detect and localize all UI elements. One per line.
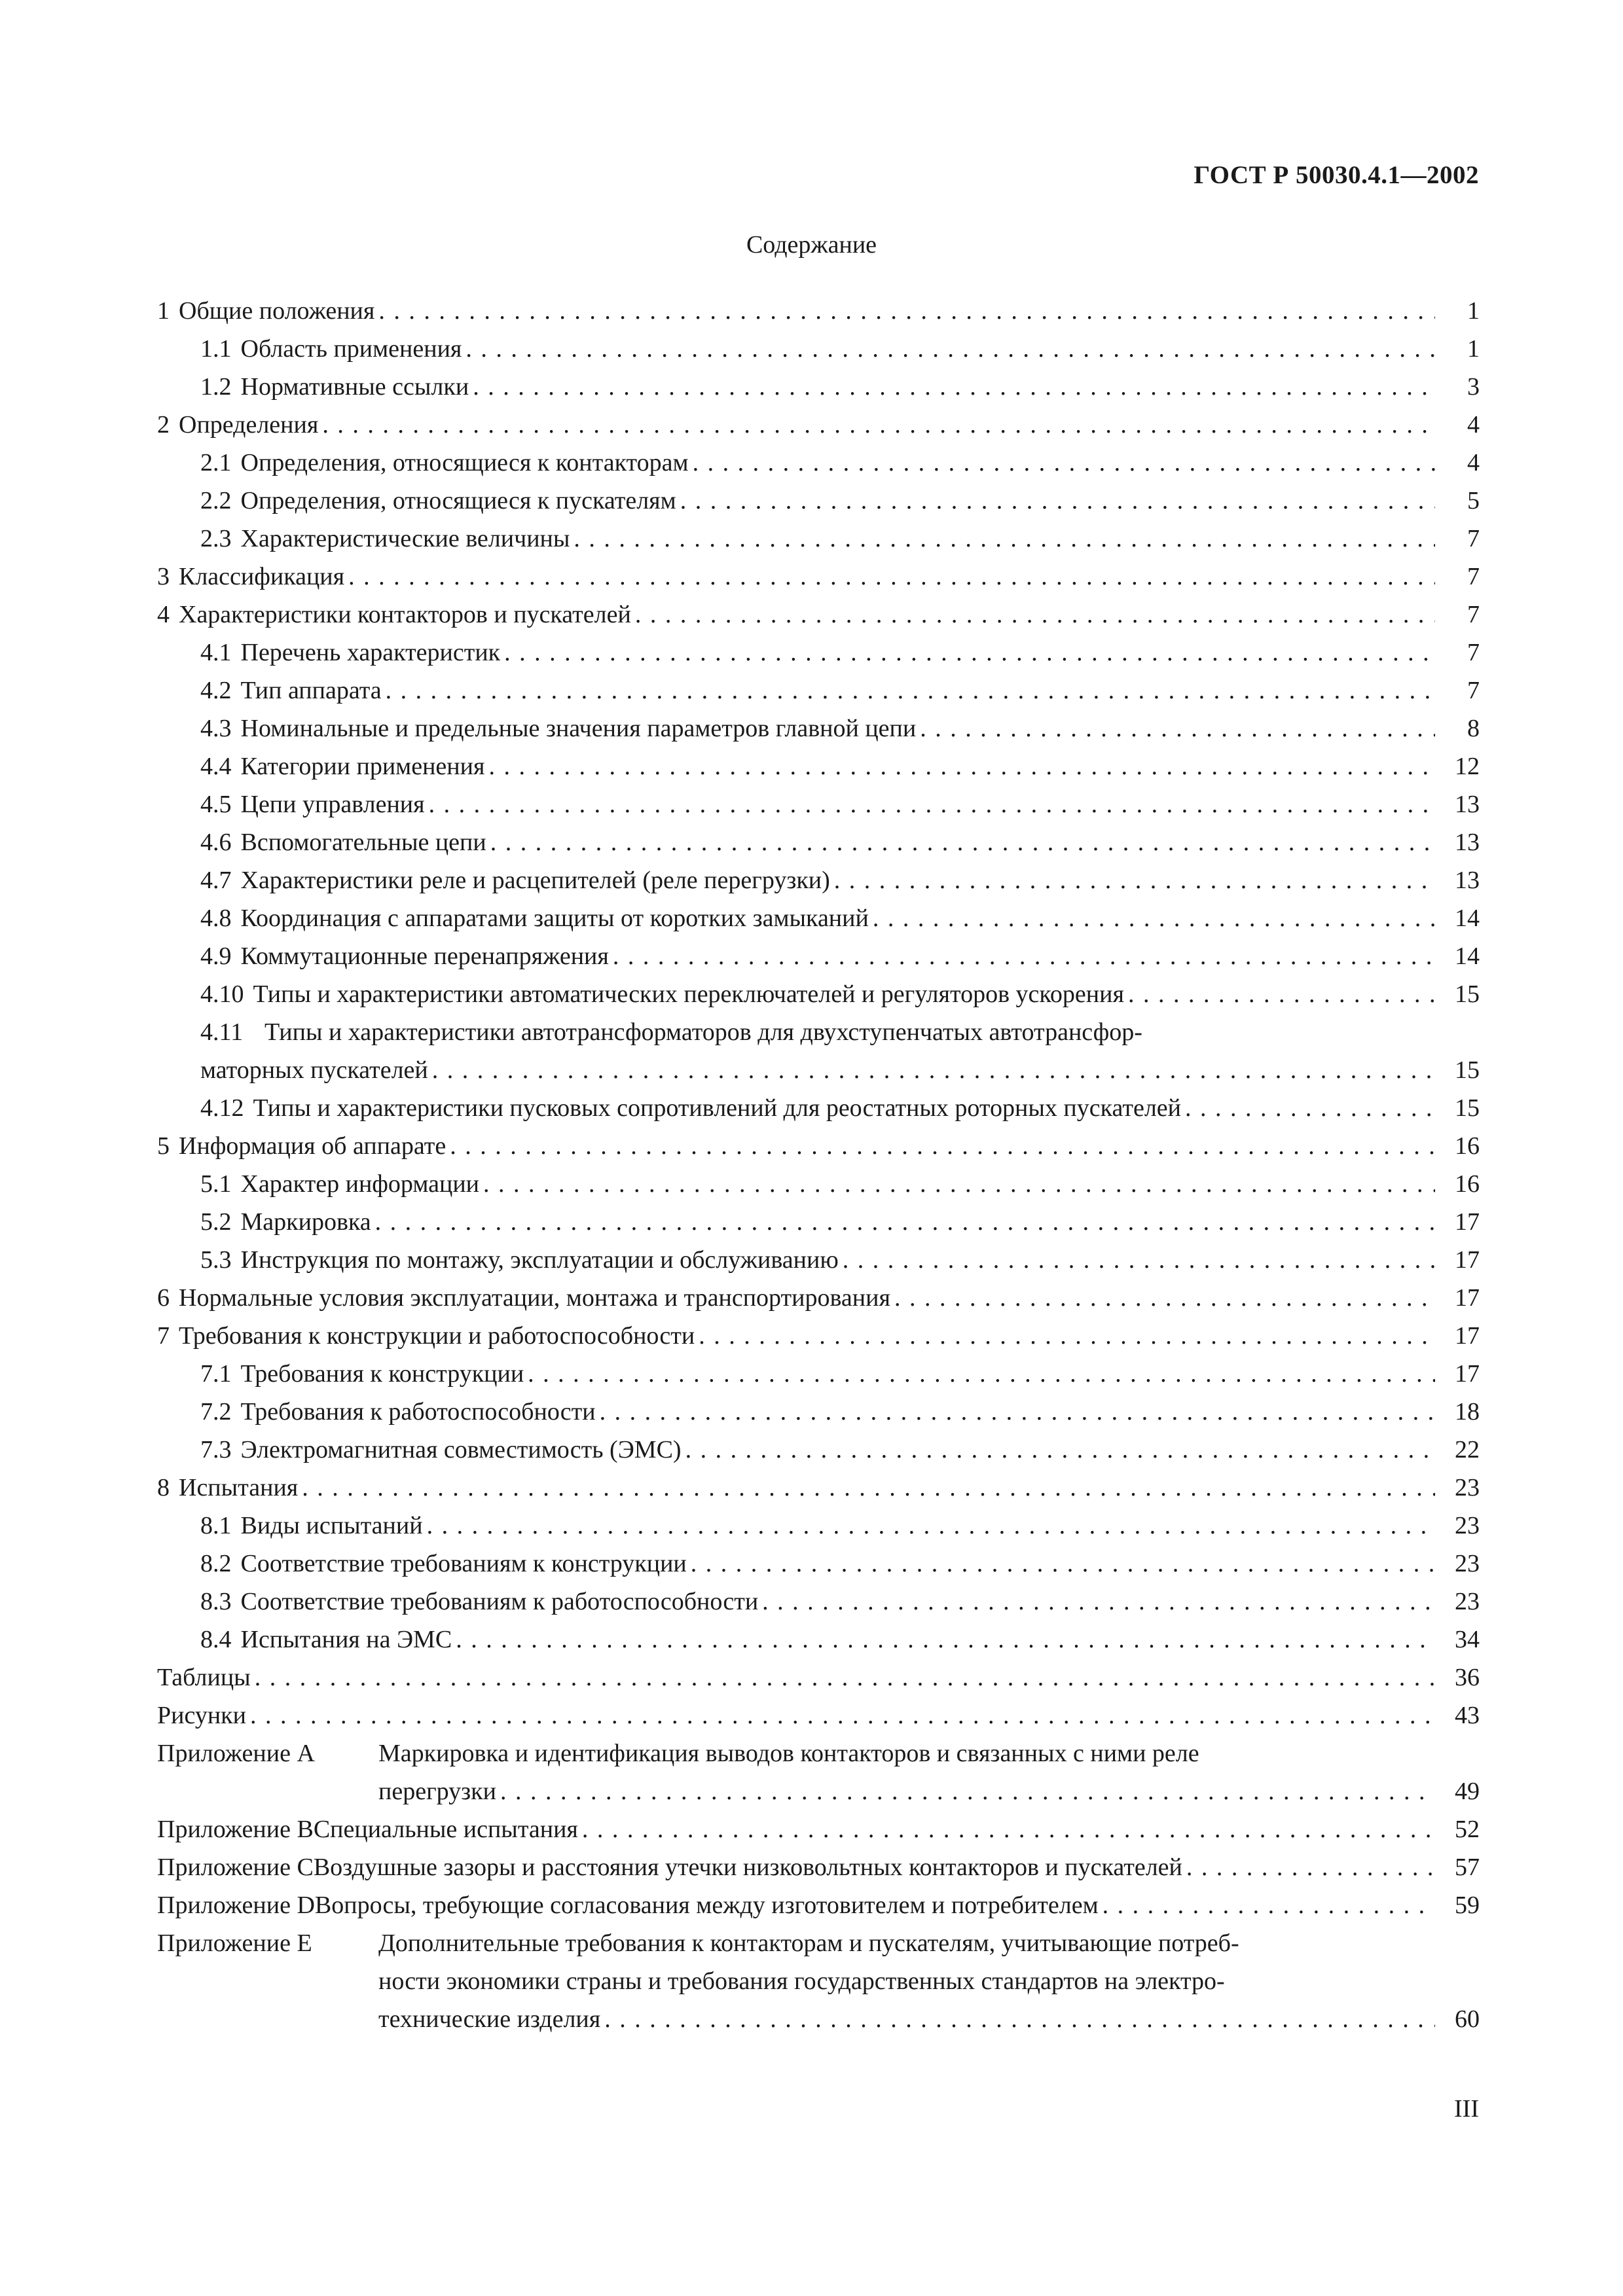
toc-entry-title: Нормальные условия эксплуатации, монтажа и транспортирования (179, 1284, 890, 1312)
toc-entry-number: 2.3 (200, 525, 232, 552)
toc-entry-number: 4.12 (200, 1094, 244, 1122)
toc-entry[interactable] (157, 709, 1480, 747)
table-of-contents (157, 292, 1480, 2038)
toc-entry[interactable] (157, 1431, 1480, 1469)
leader-dots (504, 634, 1435, 672)
toc-entry[interactable] (157, 747, 1480, 785)
toc-entry-page: 13 (1455, 867, 1480, 894)
toc-entry[interactable] (157, 558, 1480, 596)
appendix-title: Вопросы, требующие согласования между изготовителем и потребителем (314, 1892, 1099, 1919)
leader-dots (693, 444, 1435, 482)
toc-entry-title: Область применения (240, 335, 462, 363)
toc-entry-title: Общие положения (179, 297, 375, 325)
leader-dots (680, 482, 1435, 520)
toc-entry-number: 8 (157, 1474, 170, 1501)
toc-entry-title: Соответствие требованиям к конструкции (240, 1550, 687, 1577)
toc-appendix-entry[interactable] (157, 1848, 1480, 1886)
toc-entry-title: Испытания (179, 1474, 299, 1501)
leader-dots (635, 596, 1435, 634)
toc-entry-number: 5.1 (200, 1170, 232, 1198)
appendix-title: Маркировка и идентификация выводов контакторов и связанных с ними реле (378, 1740, 1199, 1767)
toc-entry-number: 4.6 (200, 829, 232, 856)
toc-entry[interactable] (157, 292, 1480, 330)
toc-entry[interactable] (157, 1203, 1480, 1241)
toc-entry-page: 8 (1467, 715, 1480, 742)
appendix-title-continuation: перегрузки (378, 1778, 496, 1805)
toc-appendix-entry[interactable] (157, 1886, 1480, 1924)
toc-entry-page: 15 (1455, 980, 1480, 1008)
leader-dots (375, 1203, 1435, 1241)
toc-entry[interactable] (157, 937, 1480, 975)
toc-entry-number: 4.4 (200, 753, 232, 780)
leader-dots (488, 747, 1435, 785)
leader-dots (348, 558, 1435, 596)
leader-dots (255, 1659, 1435, 1696)
toc-entry-title: Определения, относящиеся к пускателям (240, 487, 676, 514)
toc-appendix-continuation[interactable] (157, 2000, 1480, 2038)
leader-dots (429, 785, 1435, 823)
toc-entry-number: 8.4 (200, 1626, 232, 1653)
leader-dots (450, 1127, 1435, 1165)
toc-entry-number: 3 (157, 563, 170, 590)
leader-dots (490, 823, 1435, 861)
toc-entry-title: Информация об аппарате (179, 1132, 447, 1160)
toc-entry-page: 14 (1455, 942, 1480, 970)
leader-dots (894, 1279, 1435, 1317)
toc-entry-continuation[interactable] (157, 1051, 1480, 1089)
toc-entry-number: 7.3 (200, 1436, 232, 1463)
toc-entry[interactable] (157, 368, 1480, 406)
toc-entry-page: 14 (1455, 905, 1480, 932)
leader-dots (456, 1621, 1435, 1659)
appendix-label: Приложение A (157, 1740, 315, 1767)
leader-dots (1186, 1848, 1435, 1886)
leader-dots (465, 330, 1435, 368)
toc-entry-number: 4.1 (200, 639, 232, 666)
leader-dots (685, 1431, 1435, 1469)
toc-entry-title: Инструкция по монтажу, эксплуатации и обслуживанию (240, 1246, 839, 1274)
toc-entry-title: Коммутационные перенапряжения (240, 942, 609, 970)
toc-entry-title: Требования к конструкции и работоспособности (179, 1322, 695, 1350)
toc-entry[interactable] (157, 1621, 1480, 1659)
leader-dots (843, 1241, 1435, 1279)
appendix-page: 52 (1455, 1816, 1480, 1843)
toc-entry[interactable] (157, 520, 1480, 558)
toc-entry-number: 8.2 (200, 1550, 232, 1577)
toc-entry-page: 22 (1455, 1436, 1480, 1463)
toc-entry-number: 4.11 (200, 1018, 244, 1046)
toc-entry-number: 4.10 (200, 980, 244, 1008)
leader-dots (699, 1317, 1435, 1355)
toc-entry-title: Маркировка (240, 1208, 371, 1236)
toc-entry[interactable] (157, 861, 1480, 899)
toc-entry-page: 17 (1455, 1322, 1480, 1350)
leader-dots (432, 1051, 1435, 1089)
toc-entry-page: 7 (1467, 677, 1480, 704)
toc-entry-page: 18 (1455, 1398, 1480, 1426)
toc-entry[interactable] (157, 1089, 1480, 1127)
leader-dots (378, 292, 1435, 330)
toc-entry-page: 13 (1455, 791, 1480, 818)
toc-entry-number: 5.3 (200, 1246, 232, 1274)
toc-entry-number: 5.2 (200, 1208, 232, 1236)
toc-entry-page: 34 (1455, 1626, 1480, 1653)
toc-entry-page: 17 (1455, 1360, 1480, 1388)
toc-entry-title: Номинальные и предельные значения параметров главной цепи (240, 715, 917, 742)
toc-entry-number: 4.7 (200, 867, 232, 894)
leader-dots (473, 368, 1435, 406)
toc-entry-page: 23 (1455, 1474, 1480, 1501)
toc-entry-number: 7 (157, 1322, 170, 1350)
leader-dots (250, 1696, 1435, 1734)
toc-entry[interactable] (157, 444, 1480, 482)
toc-entry-page: 17 (1455, 1284, 1480, 1312)
toc-entry-number: 4.9 (200, 942, 232, 970)
leader-dots (427, 1507, 1435, 1545)
toc-entry-page: 4 (1467, 411, 1480, 439)
toc-entry-number: 8.3 (200, 1588, 232, 1615)
page-number: III (1454, 2095, 1479, 2123)
toc-entry-title: Таблицы (157, 1664, 251, 1691)
toc-entry-title: Типы и характеристики пусковых сопротивлений для реостатных роторных пускателей (253, 1094, 1182, 1122)
toc-entry[interactable] (157, 823, 1480, 861)
appendix-label: Приложение B (157, 1816, 314, 1843)
toc-entry[interactable] (157, 785, 1480, 823)
toc-entry[interactable] (157, 1165, 1480, 1203)
toc-entry-page: 7 (1467, 601, 1480, 628)
toc-entry-page: 43 (1455, 1702, 1480, 1729)
toc-entry-page: 7 (1467, 525, 1480, 552)
toc-entry-title: Характеристики контакторов и пускателей (179, 601, 631, 628)
toc-entry[interactable] (157, 1507, 1480, 1545)
toc-appendix-entry[interactable] (157, 1734, 1480, 1772)
toc-entry-number: 2.1 (200, 449, 232, 476)
toc-entry[interactable] (157, 1241, 1480, 1279)
leader-dots (302, 1469, 1435, 1507)
toc-entry-number: 1.2 (200, 373, 232, 401)
leader-dots (386, 672, 1435, 709)
leader-dots (528, 1355, 1435, 1393)
toc-entry[interactable] (157, 330, 1480, 368)
toc-entry-number: 2.2 (200, 487, 232, 514)
toc-appendix-entry[interactable] (157, 1924, 1480, 1962)
toc-entry[interactable] (157, 596, 1480, 634)
toc-entry[interactable] (157, 672, 1480, 709)
toc-entry-page: 15 (1455, 1056, 1480, 1084)
appendix-page: 57 (1455, 1854, 1480, 1881)
leader-dots (500, 1772, 1435, 1810)
toc-entry-title: Типы и характеристики автоматических переключателей и регуляторов ускорения (253, 980, 1124, 1008)
toc-entry-number: 4.8 (200, 905, 232, 932)
toc-entry-page: 23 (1455, 1588, 1480, 1615)
toc-entry-number: 6 (157, 1284, 170, 1312)
toc-entry[interactable] (157, 975, 1480, 1013)
toc-entry[interactable] (157, 482, 1480, 520)
toc-entry-number: 4.5 (200, 791, 232, 818)
toc-entry-page: 1 (1467, 297, 1480, 325)
leader-dots (604, 2000, 1435, 2038)
toc-entry-title: Соответствие требованиям к работоспособности (240, 1588, 759, 1615)
toc-entry[interactable] (157, 899, 1480, 937)
leader-dots (613, 937, 1435, 975)
toc-entry-page: 23 (1455, 1550, 1480, 1577)
toc-entry-number: 2 (157, 411, 170, 439)
toc-title: Содержание (746, 231, 877, 259)
toc-entry-number: 8.1 (200, 1512, 232, 1539)
toc-entry-page: 17 (1455, 1246, 1480, 1274)
toc-entry-page: 1 (1467, 335, 1480, 363)
toc-entry[interactable] (157, 1696, 1480, 1734)
toc-entry-number: 7.2 (200, 1398, 232, 1426)
leader-dots (834, 861, 1435, 899)
toc-entry-page: 3 (1467, 373, 1480, 401)
toc-entry-number: 4 (157, 601, 170, 628)
toc-appendix-continuation[interactable] (157, 1772, 1480, 1810)
toc-entry[interactable] (157, 1355, 1480, 1393)
toc-entry-title: Типы и характеристики автотрансформаторов для двухступенчатых автотрансфор- (264, 1018, 1142, 1046)
toc-entry[interactable] (157, 1545, 1480, 1583)
appendix-title-continuation: технические изделия (378, 2005, 601, 2033)
toc-entry[interactable] (157, 1393, 1480, 1431)
toc-appendix-entry[interactable] (157, 1810, 1480, 1848)
toc-entry[interactable] (157, 1279, 1480, 1317)
leader-dots (1103, 1886, 1435, 1924)
toc-entry-page: 7 (1467, 563, 1480, 590)
toc-entry-title: Виды испытаний (240, 1512, 423, 1539)
leader-dots (691, 1545, 1435, 1583)
toc-entry-title: Нормативные ссылки (240, 373, 469, 401)
toc-entry-title: Характер информации (240, 1170, 479, 1198)
appendix-page: 59 (1455, 1892, 1480, 1919)
appendix-label: Приложение C (157, 1854, 314, 1881)
leader-dots (322, 406, 1435, 444)
toc-entry[interactable] (157, 1469, 1480, 1507)
appendix-title: Воздушные зазоры и расстояния утечки низковольтных контакторов и пускателей (313, 1854, 1182, 1881)
toc-entry-title: Испытания на ЭМС (240, 1626, 452, 1653)
toc-entry-title: Характеристики реле и расцепителей (реле перегрузки) (240, 867, 830, 894)
toc-entry[interactable] (157, 1317, 1480, 1355)
toc-entry-title: Требования к работоспособности (240, 1398, 596, 1426)
toc-entry[interactable] (157, 1127, 1480, 1165)
toc-entry-title: Классификация (179, 563, 345, 590)
appendix-title: Специальные испытания (313, 1816, 578, 1843)
toc-entry-number: 1.1 (200, 335, 232, 363)
appendix-page: 60 (1455, 2005, 1480, 2033)
toc-entry-number: 4.3 (200, 715, 232, 742)
toc-entry-title: Категории применения (240, 753, 485, 780)
appendix-title-continuation: ности экономики страны и требования государственных стандартов на электро- (378, 1967, 1225, 1995)
toc-entry-title: Тип аппарата (240, 677, 382, 704)
toc-entry-page: 36 (1455, 1664, 1480, 1691)
toc-entry-page: 12 (1455, 753, 1480, 780)
toc-entry-page: 23 (1455, 1512, 1480, 1539)
leader-dots (483, 1165, 1435, 1203)
toc-entry[interactable] (157, 1583, 1480, 1621)
appendix-label: Приложение D (157, 1892, 315, 1919)
toc-entry-page: 17 (1455, 1208, 1480, 1236)
toc-entry-number: 5 (157, 1132, 170, 1160)
toc-entry[interactable] (157, 634, 1480, 672)
leader-dots (574, 520, 1435, 558)
toc-entry-page: 5 (1467, 487, 1480, 514)
toc-entry-title: Определения (179, 411, 319, 439)
toc-entry[interactable] (157, 406, 1480, 444)
document-code: ГОСТ Р 50030.4.1—2002 (1194, 161, 1479, 189)
leader-dots (1185, 1089, 1435, 1127)
toc-entry-title: Цепи управления (240, 791, 425, 818)
toc-entry-title: Требования к конструкции (240, 1360, 524, 1388)
appendix-page: 49 (1455, 1778, 1480, 1805)
toc-entry-title: Электромагнитная совместимость (ЭМС) (240, 1436, 682, 1463)
toc-entry[interactable] (157, 1013, 1480, 1051)
toc-entry-title: Координация с аппаратами защиты от коротких замыканий (240, 905, 869, 932)
toc-entry-page: 13 (1455, 829, 1480, 856)
toc-entry-title: Характеристические величины (240, 525, 570, 552)
toc-entry-title: Перечень характеристик (240, 639, 501, 666)
toc-entry-page: 16 (1455, 1170, 1480, 1198)
leader-dots (1128, 975, 1435, 1013)
toc-entry-page: 4 (1467, 449, 1480, 476)
toc-entry-page: 16 (1455, 1132, 1480, 1160)
toc-entry-page: 15 (1455, 1094, 1480, 1122)
appendix-title: Дополнительные требования к контакторам и пускателям, учитывающие потреб- (378, 1929, 1239, 1957)
toc-entry[interactable] (157, 1659, 1480, 1696)
toc-entry-title: Определения, относящиеся к контакторам (240, 449, 689, 476)
toc-entry-page: 7 (1467, 639, 1480, 666)
leader-dots (762, 1583, 1435, 1621)
toc-entry-number: 4.2 (200, 677, 232, 704)
appendix-label: Приложение E (157, 1929, 312, 1957)
toc-entry-number: 7.1 (200, 1360, 232, 1388)
leader-dots (582, 1810, 1435, 1848)
toc-entry-title-continuation: маторных пускателей (200, 1056, 428, 1084)
toc-appendix-continuation[interactable] (157, 1962, 1480, 2000)
leader-dots (873, 899, 1435, 937)
toc-entry-title: Рисунки (157, 1702, 246, 1729)
toc-entry-title: Вспомогательные цепи (240, 829, 486, 856)
leader-dots (600, 1393, 1435, 1431)
leader-dots (920, 709, 1435, 747)
toc-entry-number: 1 (157, 297, 170, 325)
